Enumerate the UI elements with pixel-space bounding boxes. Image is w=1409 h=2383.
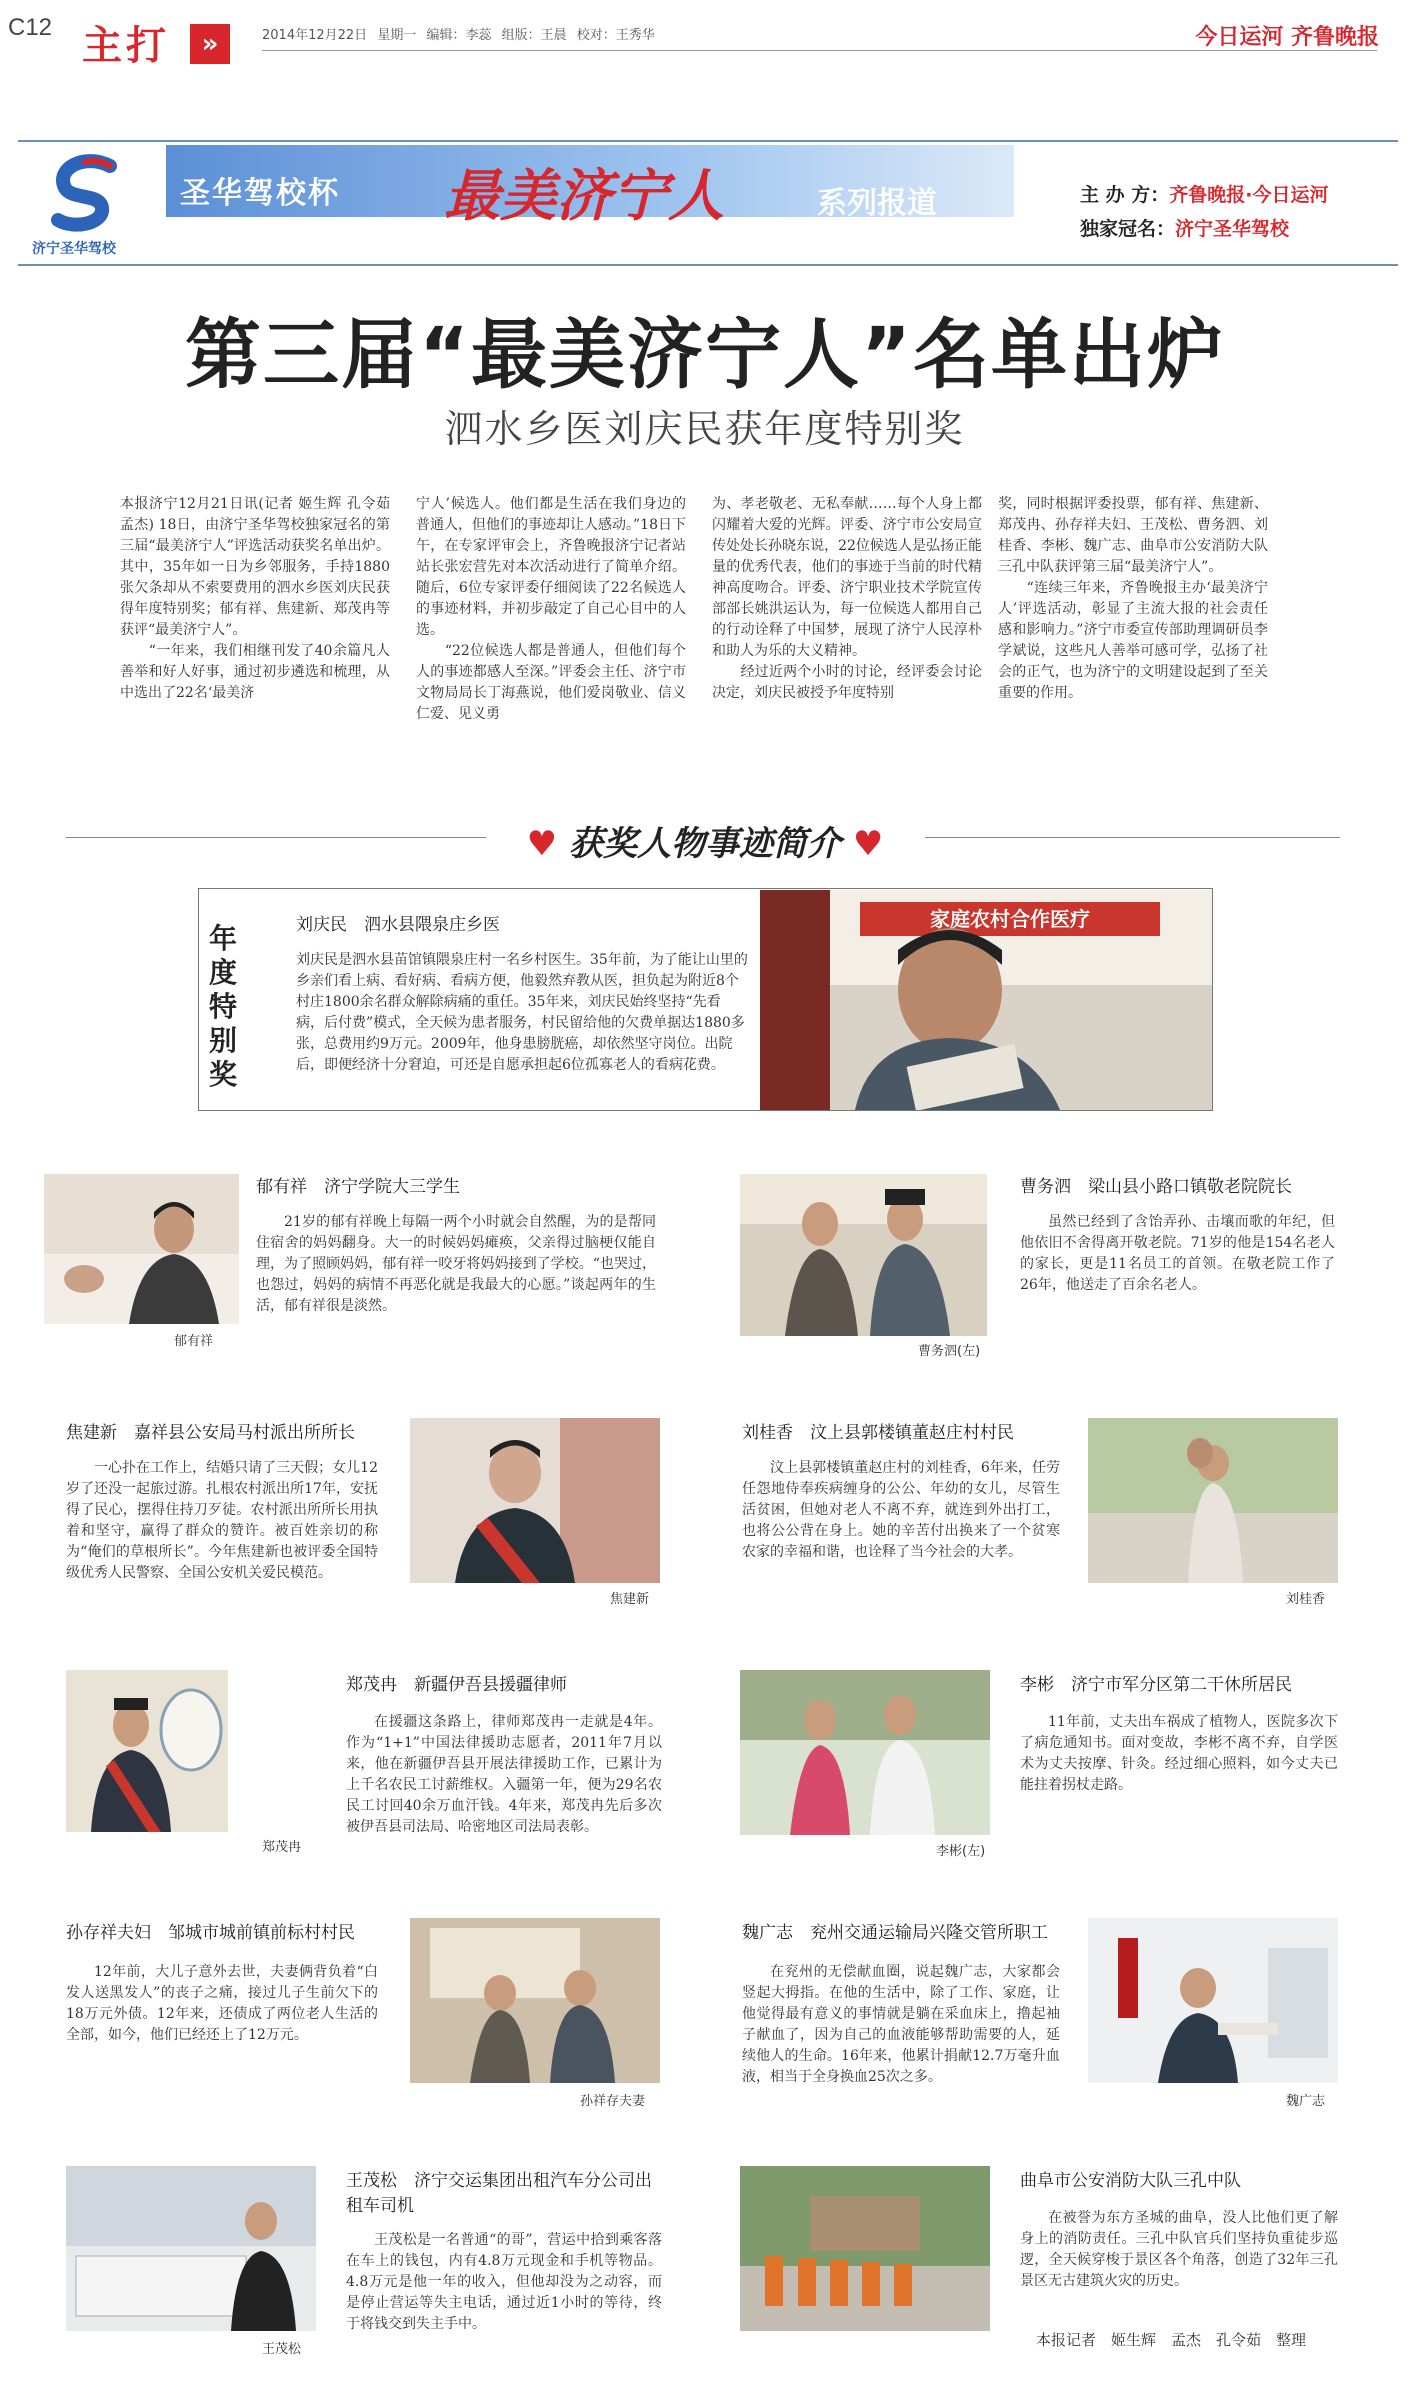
card-text: 汶上县郭楼镇董赵庄村的刘桂香，6年来，任劳任怨地侍奉疾病缠身的公公、年幼的女儿，尽管生活贫困，但她对老人不离不弃，就连到外出打工，也将公公背在身上。她的辛苦付出换来了一个贫寒农家的幸福和谐，也诠释了当今社会的大孝。	[742, 1460, 1060, 1560]
award-section-title	[480, 816, 930, 865]
featured-photo	[760, 890, 1212, 1110]
article-column-4: 奖，同时根据评委投票，郁有祥、焦建新、郑茂冉、孙存祥夫妇、王茂松、曹务泗、刘桂香、李彬、魏广志、曲阜市公安消防大队三孔中队获评第三届“最美济宁人”。 “连续三年来，齐鲁晚报主办‘最美济宁人’评选活动，彰显了主流大报的社会责任感和影响力。”济宁市委宣传部助理调研员李学斌说，这些凡人善举可感可学，弘扬了社会的正气，也为济宁的文明建设起到了至关重要的作用。	[998, 496, 1268, 701]
photo-wei-guangzhi	[1088, 1918, 1338, 2083]
card-title: 曲阜市公安消防大队三孔中队	[1020, 2171, 1241, 2191]
banner-title: 最美济宁人	[444, 163, 724, 229]
host-line	[1080, 180, 1328, 207]
driving-school-logo-icon	[40, 148, 130, 238]
logo-caption: 济宁圣华驾校	[32, 241, 116, 257]
card-title: 刘桂香 汶上县郭楼镇董赵庄村村民	[742, 1423, 1014, 1443]
caption: 王茂松	[262, 2342, 302, 2357]
featured-label: 年度特别奖	[209, 922, 238, 1091]
layout-editor: 组版：王晨	[501, 28, 567, 43]
article-column-3: 为、孝老敬老、无私奉献……每个人身上都闪耀着大爱的光辉。评委、济宁市公安局宣传处处长孙晓东说，22位候选人是弘扬正能量的优秀代表，他们的事迹于当前的时代精神高度吻合。评委、济宁职业技术学院宣传部部长姚洪运认为，每一位候选人都用自己的行动诠释了中国梦，展现了济宁人民淳朴和助人为乐的大义精神。 经过近两个小时的讨论，经评委会讨论决定，刘庆民被授予年度特别	[712, 496, 982, 701]
heart-icon: ♥	[526, 824, 558, 864]
photo-li-bin	[740, 1670, 990, 1835]
issue-weekday: 星期一	[377, 28, 417, 43]
award-title-text: 获奖人物事迹简介	[569, 824, 841, 864]
card-text: 21岁的郁有祥晚上每隔一两个小时就会自然醒，为的是帮同住宿舍的妈妈翻身。大一的时候妈妈瘫痪，父亲得过脑梗仅能自理，为了照顾妈妈，郁有祥一咬牙将妈妈接到了学校。“也哭过，也怨过，妈妈的病情不再恶化就是我最大的心愿。”谈起两年的生活，郁有祥很是淡然。	[256, 1214, 656, 1314]
article-column-1: 本报济宁12月21日讯(记者 姬生辉 孔令茹 孟杰) 18日，由济宁圣华驾校独家冠名的第三届“最美济宁人”评选活动获奖名单出炉。其中，35年如一日为乡邻服务，手持1880张欠条却从不索要费用的泗水乡医刘庆民获得年度特别奖；郁有祥、焦建新、郑茂冉等获评“最美济宁人”。 “一年来，我们相继刊发了40余篇凡人善举和好人好事，通过初步遴选和梳理，从中选出了22名‘最美济	[120, 496, 390, 701]
card-text: 在援疆这条路上，律师郑茂冉一走就是4年。作为“1+1”中国法律援助志愿者，2011年7月以来，他在新疆伊吾县开展法律援助工作，已累计为上千名农民工讨薪维权。入疆第一年，便为29名农民工讨回40余万血汗钱。4年来，郑茂冉先后多次被伊吾县司法局、哈密地区司法局表彰。	[346, 1714, 662, 1835]
photo-yu-youxiang	[44, 1174, 239, 1324]
card-text: 虽然已经到了含饴弄孙、击壤而歌的年纪，但他依旧不舍得离开敬老院。71岁的他是154名老人的家长，更是11名员工的首领。在敬老院工作了26年，他送走了百余名老人。	[1020, 1214, 1335, 1293]
header-rule	[262, 50, 1377, 51]
caption: 曹务泗(左)	[918, 1344, 981, 1359]
caption: 郁有祥	[174, 1334, 214, 1349]
card-title: 曹务泗 梁山县小路口镇敬老院院长	[1020, 1177, 1292, 1197]
issue-meta	[262, 24, 655, 43]
card-text: 在兖州的无偿献血圈，说起魏广志，大家都会竖起大拇指。在他的生活中，除了工作、家庭，让他觉得最有意义的事情就是躺在采血床上，撸起袖子献血了，因为自己的血液能够帮助需要的人，延续他人的生命。16年来，他累计捐献12.7万毫升血液，相当于全身换血25次之多。	[742, 1964, 1060, 2085]
card-text: 一心扑在工作上，结婚只请了三天假；女儿12岁了还没一起旅过游。扎根农村派出所17年，安抚得了民心，摆得住持刀歹徒。农村派出所所长用执着和坚守，赢得了群众的赞许。被百姓亲切的称为“俺们的草根所长”。今年焦建新也被评委全国特级优秀人民警察、全国公安机关爱民模范。	[66, 1460, 378, 1581]
card-text: 12年前，大儿子意外去世，夫妻俩背负着“白发人送黑发人”的丧子之痛，接过儿子生前欠下的18万元外债。12年来，还债成了两位老人生活的全部，如今，他们已经还上了12万元。	[66, 1964, 378, 2043]
featured-text: 刘庆民是泗水县苗馆镇隈泉庄村一名乡村医生。35年前，为了能让山里的乡亲们看上病、看好病、看病方便，他毅然弃教从医，担负起为附近8个村庄1800余名群众解除病痛的重任。35年来，刘庆民始终坚持“先看病，后付费”模式，全天候为患者服务，村民留给他的欠费单据达1880多张，总费用约9万元。2009年，他身患膀胱癌，却依然坚守岗位。出院后，即便经济十分窘迫，可还是自愿承担起6位孤寡老人的看病花费。	[296, 952, 748, 1073]
section-title: 主打	[82, 23, 170, 69]
photo-fire-brigade	[740, 2166, 990, 2331]
caption: 郑茂冉	[262, 1840, 302, 1855]
card-title: 王茂松 济宁交运集团出租汽车分公司出租车司机	[346, 2171, 652, 2216]
card-title: 李彬 济宁市军分区第二干休所居民	[1020, 1675, 1292, 1695]
caption: 李彬(左)	[936, 1844, 986, 1859]
photo-sun-cunxiang	[410, 1918, 660, 2083]
page-number: C12	[8, 14, 53, 41]
award-rule-left	[66, 837, 486, 838]
proofreader: 校对：王秀华	[576, 28, 655, 43]
section-arrow-icon: »	[190, 24, 230, 64]
banner-series: 系列报道	[817, 186, 937, 221]
article-column-2: 宁人’候选人。他们都是生活在我们身边的普通人，但他们的事迹却让人感动。”18日下午，在专家评审会上，齐鲁晚报济宁记者站站长张宏营先对本次活动进行了简单介绍。随后，6位专家评委仔细阅读了22名候选人的事迹材料，并初步敲定了自己心目中的人选。 “22位候选人都是普通人，但他们每个人的事迹都感人至深。”评委会主任、济宁市文物局局长丁海燕说，他们爱岗敬业、信义仁爱、见义勇	[416, 496, 686, 722]
newspaper-brand: 今日运河 齐鲁晚报	[1195, 24, 1379, 50]
card-text: 在被誉为东方圣城的曲阜，没人比他们更了解身上的消防责任。三孔中队官兵们坚持负重徒步巡逻，全天候穿梭于景区各个角落，创造了32年三孔景区无古建筑火灾的历史。	[1020, 2210, 1338, 2289]
clinic-banner-text: 家庭农村合作医疗	[930, 907, 1090, 931]
card-text: 王茂松是一名普通“的哥”，营运中拾到乘客落在车上的钱包，内有4.8万元现金和手机等物品。4.8万元是他一年的收入，但他却没为之动容，而是停止营运等失主电话，通过近1小时的等待，终于将钱交到失主手中。	[346, 2232, 662, 2332]
caption: 刘桂香	[1286, 1592, 1326, 1607]
card-text: 11年前，丈夫出车祸成了植物人，医院多次下了病危通知书。面对变故，李彬不离不弃，自学医术为丈夫按摩、针灸。经过细心照料，如今丈夫已能拄着拐杖走路。	[1020, 1714, 1338, 1793]
photo-liu-guixiang	[1088, 1418, 1338, 1583]
award-rule-right	[925, 837, 1340, 838]
card-title: 郁有祥 济宁学院大三学生	[256, 1177, 460, 1197]
headline: 第三届“最美济宁人”名单出炉	[185, 310, 1225, 399]
photo-jiao-jianxin	[410, 1418, 660, 1583]
heart-icon: ♥	[852, 824, 884, 864]
host-name: 齐鲁晚报·今日运河	[1169, 184, 1329, 206]
sponsor-name: 济宁圣华驾校	[1175, 218, 1290, 240]
card-title: 焦建新 嘉祥县公安局马村派出所所长	[66, 1423, 355, 1443]
card-title: 郑茂冉 新疆伊吾县援疆律师	[346, 1675, 567, 1695]
card-title: 魏广志 兖州交通运输局兴隆交管所职工	[742, 1923, 1048, 1943]
photo-wang-maosong	[66, 2166, 316, 2331]
caption: 魏广志	[1286, 2094, 1326, 2109]
featured-name: 刘庆民 泗水县隈泉庄乡医	[296, 915, 500, 935]
subheadline: 泗水乡医刘庆民获年度特别奖	[444, 407, 965, 451]
caption: 焦建新	[610, 1592, 650, 1607]
photo-zheng-maoran	[66, 1670, 228, 1832]
reporter-credit: 本报记者 姬生辉 孟杰 孔令茹 整理	[1036, 2331, 1307, 2349]
issue-date: 2014年12月22日	[262, 28, 368, 43]
card-title: 孙存祥夫妇 邹城市城前镇前标村村民	[66, 1923, 355, 1943]
caption: 孙祥存夫妻	[580, 2094, 646, 2109]
sponsor-label: 独家冠名：	[1080, 218, 1176, 240]
banner-cup: 圣华驾校杯	[180, 176, 340, 211]
host-label: 主 办 方：	[1080, 184, 1170, 206]
editor: 编辑：李蕊	[426, 28, 492, 43]
photo-cao-wusi	[740, 1174, 987, 1336]
sponsor-line	[1080, 214, 1289, 241]
